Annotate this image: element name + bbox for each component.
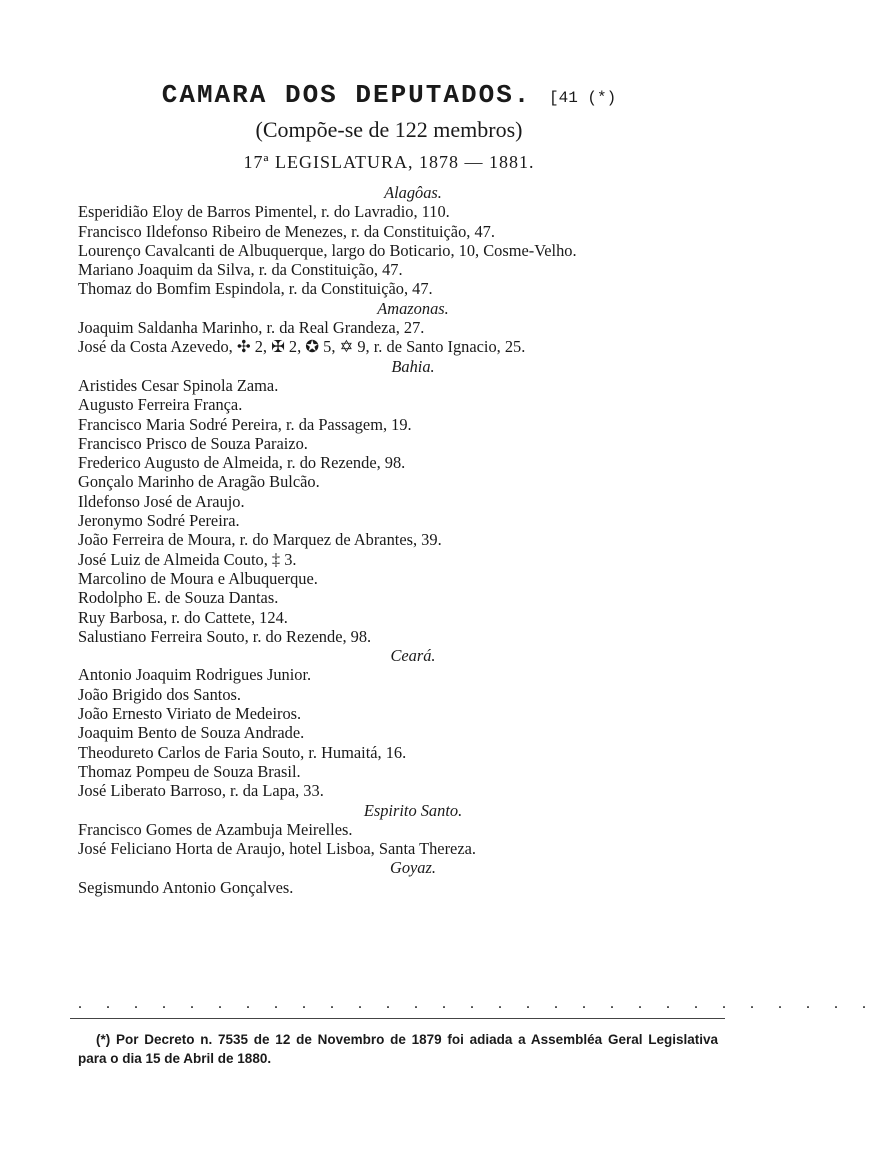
member-entry: Joaquim Saldanha Marinho, r. da Real Grandeza, 27. <box>78 318 425 338</box>
member-entry: Francisco Prisco de Souza Paraizo. <box>78 433 308 453</box>
province-heading: Ceará. <box>390 646 436 666</box>
member-entry: Lourenço Cavalcanti de Albuquerque, largo do Boticario, 10, Cosme-Velho. <box>78 240 577 260</box>
page-subtitle: (Compõe-se de 122 membros) <box>255 117 523 142</box>
member-entry: José Feliciano Horta de Araujo, hotel Lisboa, Santa Thereza. <box>78 839 476 859</box>
member-entry: Francisco Maria Sodré Pereira, r. da Passagem, 19. <box>78 414 412 434</box>
province-heading: Alagôas. <box>384 183 442 202</box>
member-entry: Thomaz Pompeu de Souza Brasil. <box>78 761 301 781</box>
member-entry: Joaquim Bento de Souza Andrade. <box>78 723 305 743</box>
member-entry: Mariano Joaquim da Silva, r. da Constituição, 47. <box>78 260 403 280</box>
member-entry: João Ernesto Viriato de Medeiros. <box>78 704 302 724</box>
page-reference: [41 (*) <box>549 89 617 107</box>
province-heading: Amazonas. <box>377 298 449 318</box>
member-entry: Esperidião Eloy de Barros Pimentel, r. do Lavradio, 110. <box>78 202 450 222</box>
legislature-heading: 17ª LEGISLATURA, 1878 — 1881. <box>243 152 535 172</box>
member-entry: Rodolpho E. de Souza Dantas. <box>78 588 279 608</box>
member-entry: José Liberato Barroso, r. da Lapa, 33. <box>78 781 324 801</box>
ellipsis-dots: . . . . . . . . . . . . . . . . . . . . . . . . . . . . . <box>78 995 876 1012</box>
member-entry: Jeronymo Sodré Pereira. <box>78 511 240 531</box>
member-entry: Francisco Ildefonso Ribeiro de Menezes, r. da Constituição, 47. <box>78 221 495 241</box>
member-entry: Francisco Gomes de Azambuja Meirelles. <box>78 819 353 839</box>
footnote: (*) Por Decreto n. 7535 de 12 de Novembro de 1879 foi adiada a Assembléa Geral Legislativa para o dia 15 de Abril de 1880. <box>78 1032 718 1066</box>
member-entry: José Luiz de Almeida Couto, ‡ 3. <box>78 549 297 569</box>
member-entry: Augusto Ferreira França. <box>78 395 243 415</box>
member-entry: Ruy Barbosa, r. do Cattete, 124. <box>78 607 288 627</box>
member-list <box>78 183 738 897</box>
member-entry: Frederico Augusto de Almeida, r. do Rezende, 98. <box>78 453 406 473</box>
member-entry: José da Costa Azevedo, ✣ 2, ✠ 2, ✪ 5, ✡ 9, r. de Santo Ignacio, 25. <box>78 337 526 357</box>
member-entry: Ildefonso José de Araujo. <box>78 491 245 511</box>
member-entry: Marcolino de Moura e Albuquerque. <box>78 568 318 588</box>
member-entry: Aristides Cesar Spinola Zama. <box>78 375 279 395</box>
page-title <box>0 80 778 110</box>
member-entry: Thomaz do Bomfim Espindola, r. da Constituição, 47. <box>78 279 433 299</box>
member-entry: Gonçalo Marinho de Aragão Bulcão. <box>78 472 320 492</box>
member-entry: Theodureto Carlos de Faria Souto, r. Humaitá, 16. <box>78 742 407 762</box>
member-entry: João Brigido dos Santos. <box>78 684 242 704</box>
title-text: CAMARA DOS DEPUTADOS. <box>161 80 532 110</box>
province-heading: Bahia. <box>391 356 435 376</box>
footnote-rule <box>70 1018 725 1019</box>
member-entry: João Ferreira de Moura, r. do Marquez de Abrantes, 39. <box>78 530 442 550</box>
member-entry: Segismundo Antonio Gonçalves. <box>78 877 294 897</box>
province-heading: Espirito Santo. <box>363 800 463 820</box>
member-entry: Antonio Joaquim Rodrigues Junior. <box>78 665 312 685</box>
province-heading: Goyaz. <box>390 858 436 878</box>
member-entry: Salustiano Ferreira Souto, r. do Rezende, 98. <box>78 626 372 646</box>
